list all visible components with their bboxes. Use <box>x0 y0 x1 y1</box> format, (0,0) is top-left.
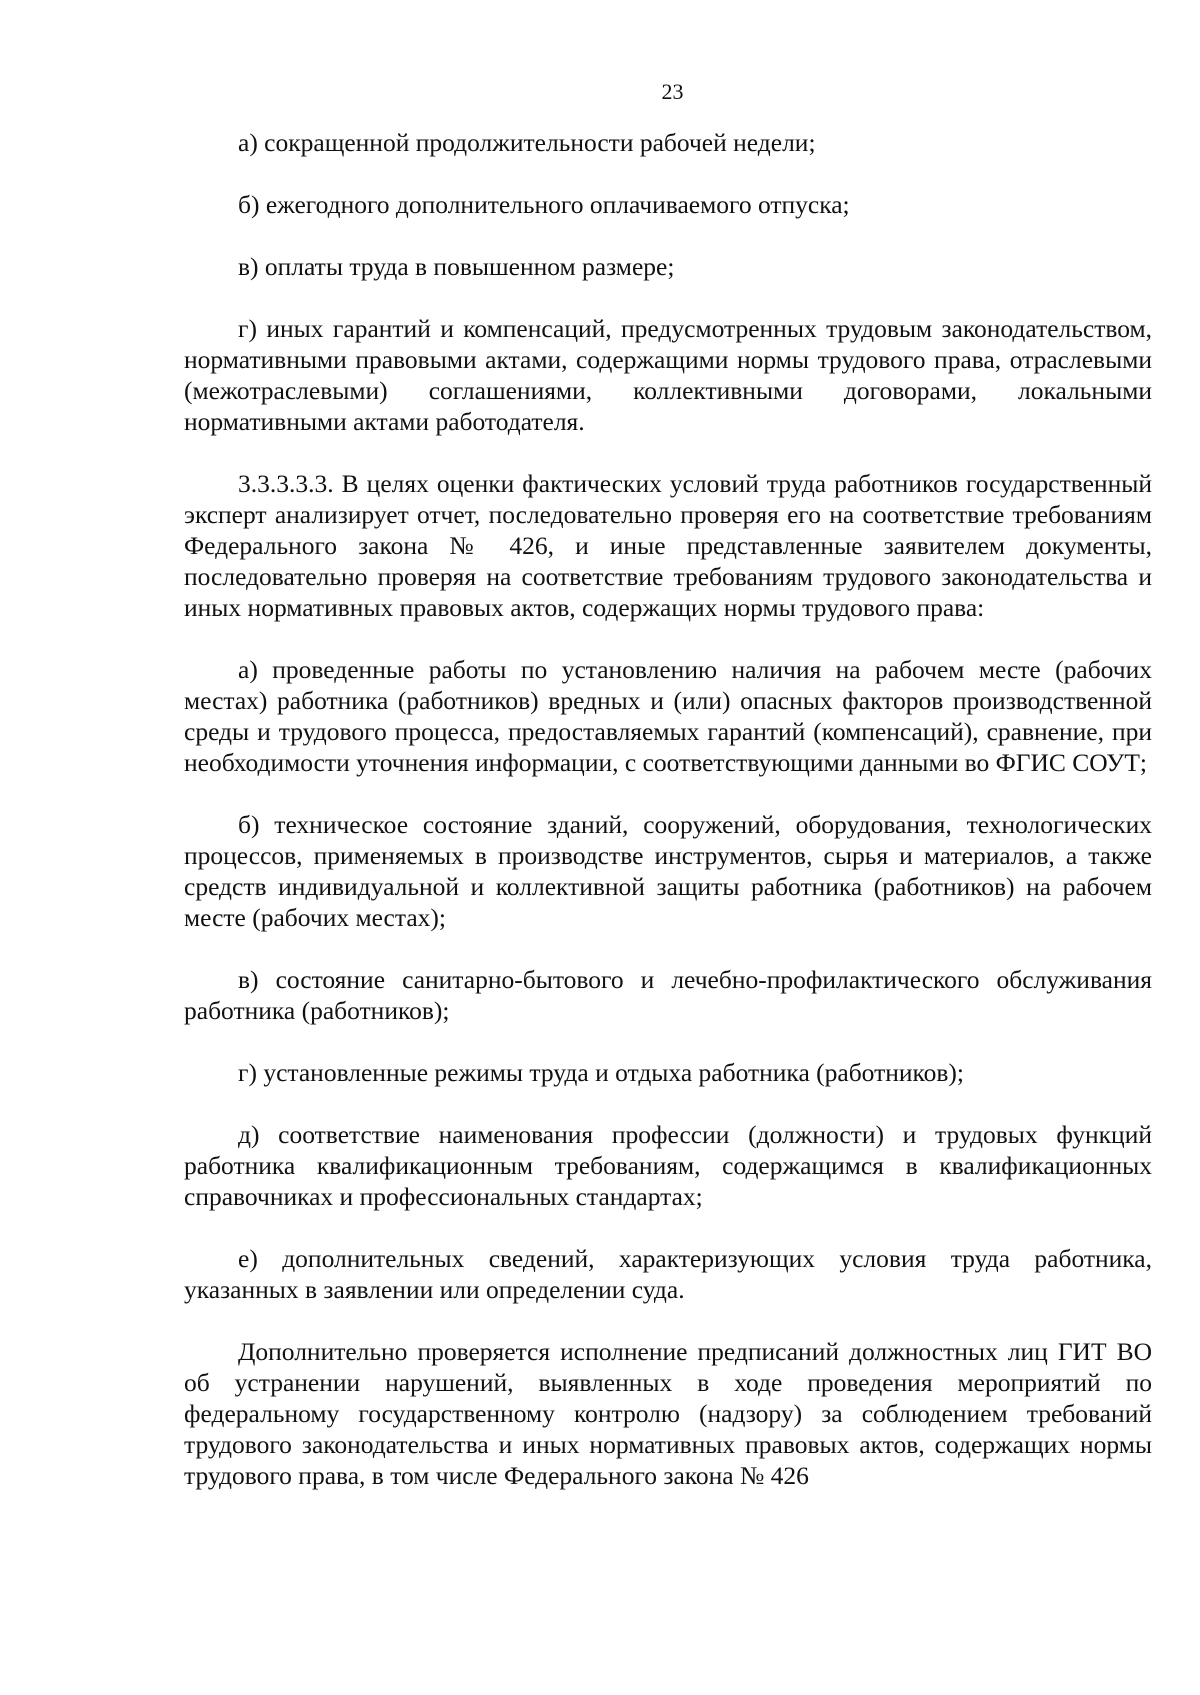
check-item-g-work-rest-modes: г) установленные режимы труда и отдыха работника (работников); <box>238 1058 964 1087</box>
list-item-a-reduced-week: а) сокращенной продолжительности рабочей недели; <box>238 128 816 157</box>
check-item-e-additional-info: е) дополнительных сведений, характеризующих условия труда работника, указанных в заявлении или определении суда. <box>184 1244 1152 1304</box>
list-item-v-increased-pay: в) оплаты труда в повышенном размере; <box>238 252 675 281</box>
section-3-3-3-3-3: 3.3.3.3.3. В целях оценки фактических условий труда работников государственный эксперт анализирует отчет, последовательно проверяя его на соответствие требованиям Федерального закона № 426, и иные представленные заявителем документы, последовательно проверяя на соответствие требованиям трудового законодательства и иных нормативных правовых актов, содержащих нормы трудового права: <box>184 469 1152 622</box>
list-item-b-additional-leave: б) ежегодного дополнительного оплачиваемого отпуска; <box>238 190 850 219</box>
document-body <box>184 127 1152 1491</box>
check-item-a-hazard-factors: а) проведенные работы по установлению наличия на рабочем месте (рабочих местах) работника (работников) вредных и (или) опасных факторов производственной среды и трудового процесса, предоставляемых гарантий (компенсаций), сравнение, при необходимости уточнения информации, с соответствующими данными во ФГИС СОУТ; <box>184 655 1152 777</box>
additional-check-paragraph: Дополнительно проверяется исполнение предписаний должностных лиц ГИТ ВО об устранении нарушений, выявленных в ходе проведения мероприятий по федеральному государственному контролю (надзору) за соблюдением требований трудового законодательства и иных нормативных правовых актов, содержащих нормы трудового права, в том числе Федерального закона № 426 <box>184 1337 1152 1490</box>
check-item-b-technical-state: б) техническое состояние зданий, сооружений, оборудования, технологических процессов, применяемых в производстве инструментов, сырья и материалов, а также средств индивидуальной и коллективной защиты работника (работников) на рабочем месте (рабочих местах); <box>184 810 1152 932</box>
list-item-g-other-guarantees: г) иных гарантий и компенсаций, предусмотренных трудовым законодательством, нормативными правовыми актами, содержащими нормы трудового права, отраслевыми (межотраслевыми) соглашениями, коллективными договорами, локальными нормативными актами работодателя. <box>184 314 1152 436</box>
page-number: 23 <box>661 79 684 104</box>
check-item-v-sanitary-service: в) состояние санитарно-бытового и лечебно-профилактического обслуживания работника (работников); <box>184 965 1152 1025</box>
check-item-d-qualification: д) соответствие наименования профессии (должности) и трудовых функций работника квалификационным требованиям, содержащимся в квалификационных справочниках и профессиональных стандартах; <box>184 1120 1152 1211</box>
